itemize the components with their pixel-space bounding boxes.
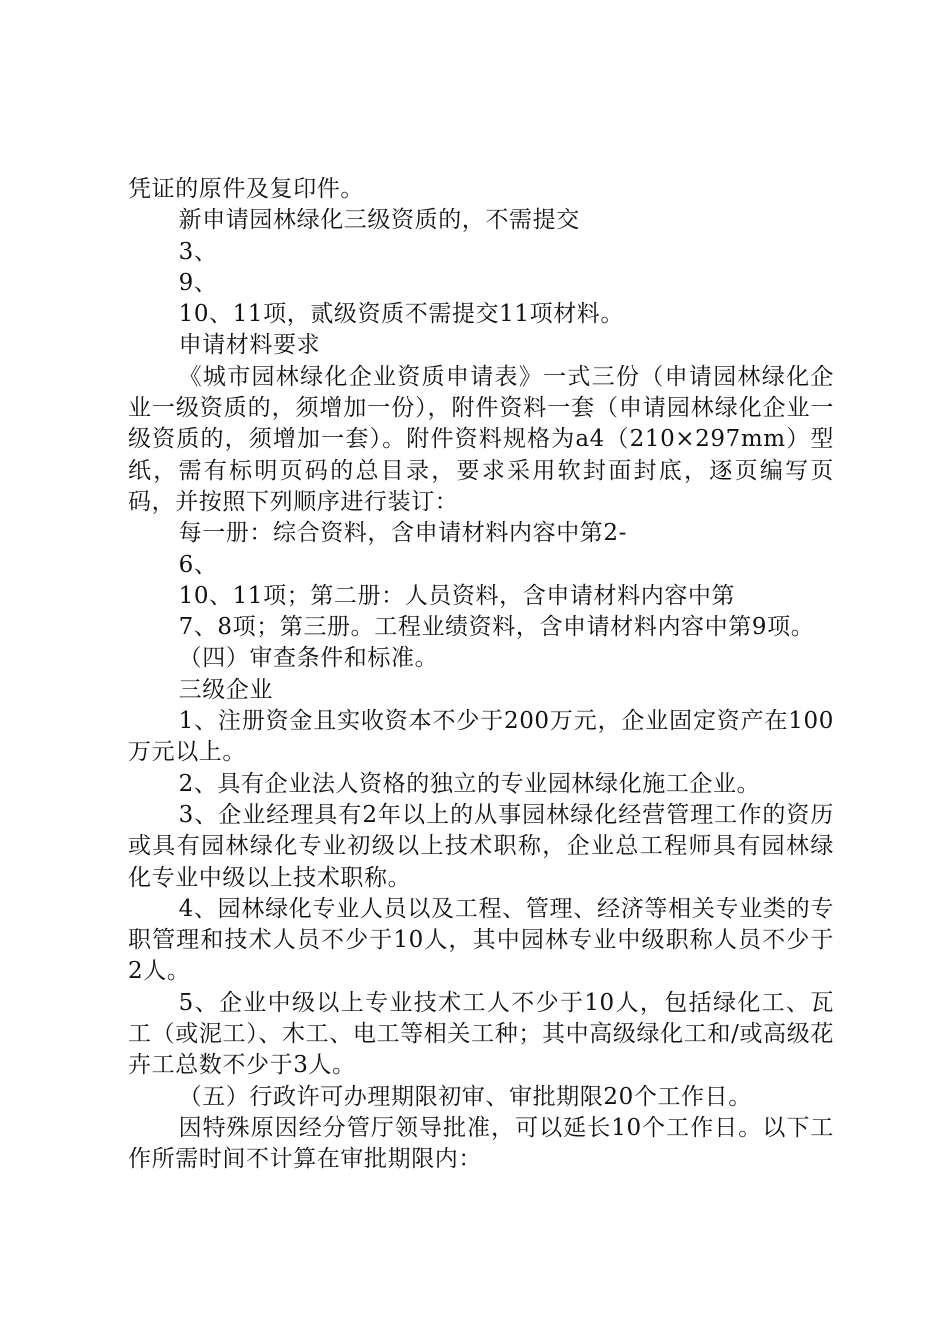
paragraph-13: 三级企业 bbox=[178, 676, 273, 703]
paragraph-2: 新申请园林绿化三级资质的，不需提交 bbox=[178, 207, 580, 234]
paragraph-7: 《城市园林绿化企业资质申请表》一式三份（申请园林绿化企业一级资质的，须增加一份），附件资料一套（申请园林绿化企业一级资质的，须增加一套）。附件资料规格为a4（210×297mm）型纸，需有标明页码的总目录，要求采用软封面封底，逐页编写页码，并按照下列顺序进行装订： bbox=[128, 363, 834, 515]
paragraph-17: 4、园林绿化专业人员以及工程、管理、经济等相关专业类的专职管理和技术人员不少于10人，其中园林专业中级职称人员不少于2人。 bbox=[128, 895, 834, 985]
paragraph-12: （四）审查条件和标准。 bbox=[178, 645, 439, 672]
paragraph-14: 1、注册资金且实收资本不少于200万元，企业固定资产在100万元以上。 bbox=[128, 708, 834, 766]
paragraph-4: 9、 bbox=[178, 269, 218, 296]
paragraph-9: 6、 bbox=[178, 551, 218, 578]
paragraph-20: 因特殊原因经分管厅领导批准，可以延长10个工作日。以下工作所需时间不计算在审批期限内： bbox=[128, 1114, 834, 1173]
paragraph-16: 3、企业经理具有2年以上的从事园林绿化经营管理工作的资历或具有园林绿化专业初级以上技术职称，企业总工程师具有园林绿化专业中级以上技术职称。 bbox=[128, 801, 834, 891]
paragraph-10: 10、11项；第二册：人员资料，含申请材料内容中第 bbox=[178, 582, 736, 609]
paragraph-3: 3、 bbox=[178, 238, 218, 265]
paragraph-8: 每一册：综合资料，含申请材料内容中第2- bbox=[178, 520, 627, 547]
paragraph-19: （五）行政许可办理期限初审、审批期限20个工作日。 bbox=[178, 1083, 752, 1110]
paragraph-1: 凭证的原件及复印件。 bbox=[128, 176, 364, 202]
paragraph-15: 2、具有企业法人资格的独立的专业园林绿化施工企业。 bbox=[178, 770, 761, 797]
paragraph-18: 5、企业中级以上专业技术工人不少于10人，包括绿化工、瓦工（或泥工）、木工、电工等相关工种；其中高级绿化工和/或高级花卉工总数不少于3人。 bbox=[128, 989, 834, 1079]
paragraph-5: 10、11项，贰级资质不需提交11项材料。 bbox=[178, 301, 624, 328]
paragraph-11: 7、8项；第三册。工程业绩资料，含申请材料内容中第9项。 bbox=[178, 614, 815, 641]
paragraph-6: 申请材料要求 bbox=[178, 332, 321, 359]
document-body bbox=[128, 174, 834, 1176]
